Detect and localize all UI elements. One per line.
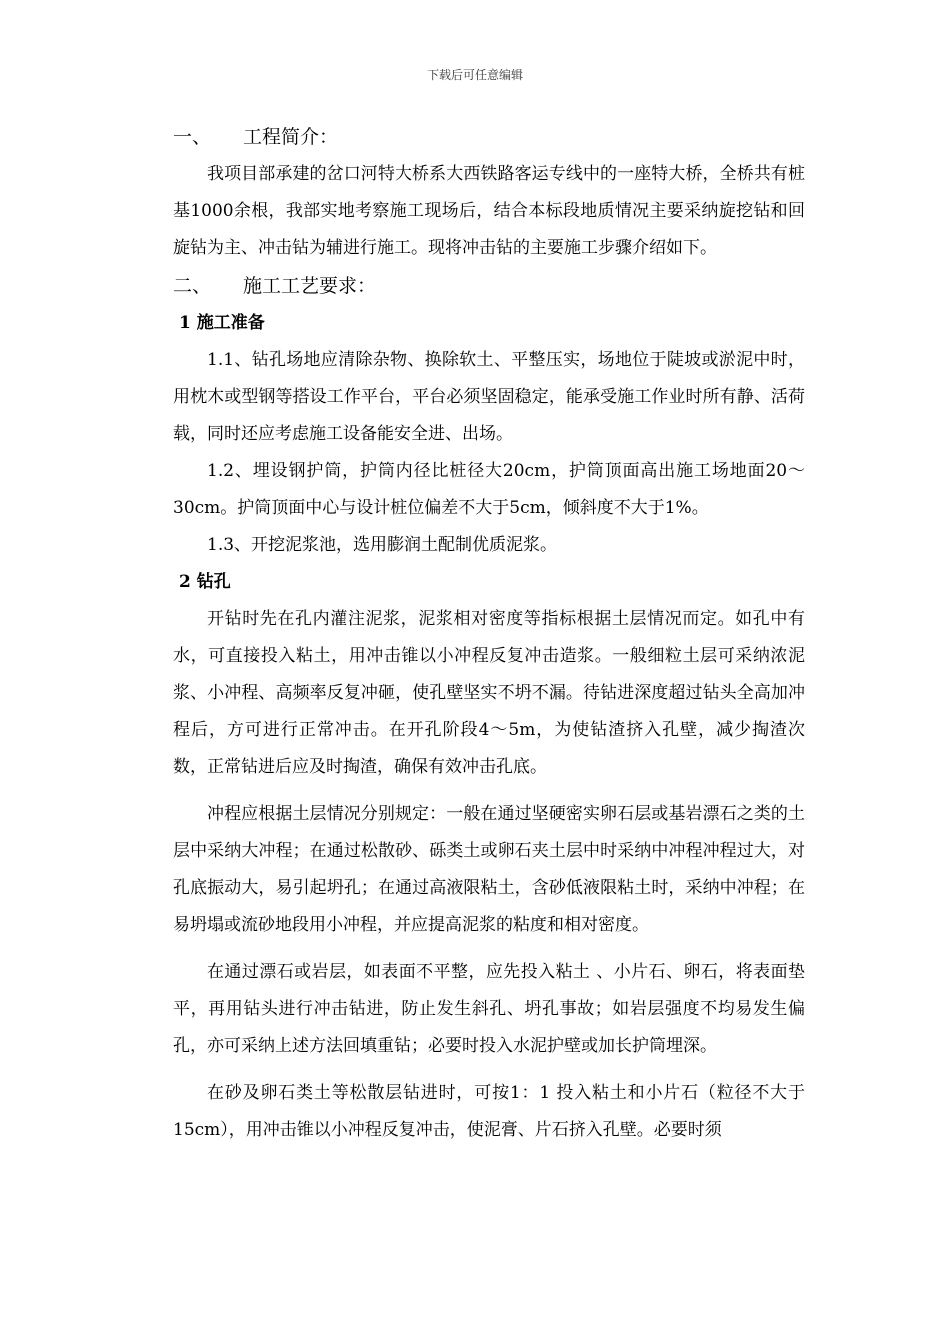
section-heading-2 <box>173 267 805 305</box>
section-heading-1 <box>173 118 805 156</box>
section-number: 一、 <box>173 126 212 148</box>
paragraph-1-2: 1.2、埋设钢护筒，护筒内径比桩径大20cm，护筒顶面高出施工场地面20～30cm。护筒顶面中心与设计桩位偏差不大于5cm，倾斜度不大于1%。 <box>173 461 805 518</box>
paragraph-intro: 我项目部承建的岔口河特大桥系大西铁路客运专线中的一座特大桥，全桥共有桩基1000余根，我部实地考察施工现场后，结合本标段地质情况主要采纳旋挖钻和回旋钻为主、冲击钻为辅进行施工。现将冲击钻的主要施工步骤介绍如下。 <box>173 164 805 258</box>
paragraph-1-1: 1.1、钻孔场地应清除杂物、换除软土、平整压实，场地位于陡坡或淤泥中时，用枕木或型钢等搭设工作平台，平台必须坚固稳定，能承受施工作业时所有静、活荷载，同时还应考虑施工设备能安全进、出场。 <box>173 350 805 444</box>
paragraph-2-2: 冲程应根据土层情况分别规定：一般在通过坚硬密实卵石层或基岩漂石之类的土层中采纳大冲程；在通过松散砂、砾类土或卵石夹土层中时采纳中冲程冲程过大，对孔底振动大，易引起坍孔；在通过高液限粘土，含砂低液限粘土时，采纳中冲程；在易坍塌或流砂地段用小冲程，并应提高泥浆的粘度和相对密度。 <box>173 804 805 935</box>
subheading-preparation: 1 施工准备 <box>179 313 265 333</box>
paragraph-2-1: 开钻时先在孔内灌注泥浆，泥浆相对密度等指标根据土层情况而定。如孔中有水，可直接投入粘土，用冲击锥以小冲程反复冲击造浆。一般细粒土层可采纳浓泥浆、小冲程、高频率反复冲砸，使孔壁坚实不坍不漏。待钻进深度超过钻头全高加冲程后，方可进行正常冲击。在开孔阶段4～5m，为使钻渣挤入孔壁，减少掏渣次数，正常钻进后应及时掏渣，确保有效冲击孔底。 <box>173 609 805 777</box>
document-body <box>173 118 805 1149</box>
section-title: 施工工艺要求： <box>243 275 377 297</box>
section-number: 二、 <box>173 275 212 297</box>
paragraph-1-3: 1.3、开挖泥浆池，选用膨润土配制优质泥浆。 <box>207 535 558 555</box>
section-title: 工程简介： <box>243 126 339 148</box>
subheading-drilling: 2 钻孔 <box>179 572 231 592</box>
paragraph-2-3: 在通过漂石或岩层，如表面不平整，应先投入粘土 、小片石、卵石，将表面垫平，再用钻头进行冲击钻进，防止发生斜孔、坍孔事故；如岩层强度不均易发生偏孔，亦可采纳上述方法回填重钻；必要时投入水泥护壁或加长护筒埋深。 <box>173 962 805 1056</box>
page-header-note: 下载后可任意编辑 <box>426 68 523 82</box>
paragraph-2-4: 在砂及卵石类土等松散层钻进时，可按1：1 投入粘土和小片石（粒径不大于15cm），用冲击锥以小冲程反复冲击，使泥膏、片石挤入孔壁。必要时须 <box>173 1083 805 1140</box>
